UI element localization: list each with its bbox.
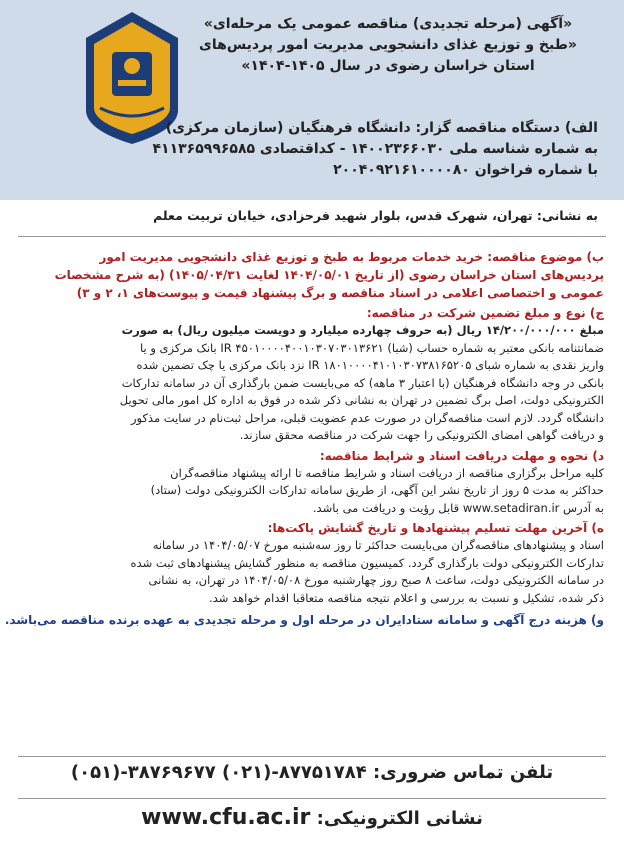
- organizer-address: به نشانی: تهران، شهرک قدس، بلوار شهید فرحزادی، خیابان تربیت معلم: [153, 208, 598, 223]
- web-label: نشانی الکترونیکی:: [316, 808, 483, 829]
- organizer-info: [98, 118, 598, 181]
- section-b-line: عمومی و اختصاصی اعلامی در اسناد مناقصه و برگ پیشنهاد قیمت و پیوست‌های ۱، ۲ و ۳): [76, 286, 604, 300]
- title-line-1: «آگهی (مرحله تجدیدی) مناقصه عمومی یک مرحله‌ای»: [203, 16, 573, 32]
- notice-body: [4, 248, 604, 629]
- section-c-line: ضمانتنامه بانکی معتبر به شماره حساب (شبا) IR ۴۵۰۱۰۰۰۰۴۰۰۱۰۳۰۷۰۳۰۱۳۶۲۱ بانک مرکزی و یا: [139, 340, 604, 355]
- web-url-link[interactable]: www.cfu.ac.ir: [141, 805, 311, 830]
- divider: [18, 756, 606, 757]
- cost-notice: و) هزینه درج آگهی و سامانه ستادایران در مرحله اول و مرحله تجدیدی به عهده برنده مناقصه می‌باشد.: [4, 613, 604, 627]
- section-c-line: الکترونیکی دولت، اصل برگ تضمین در تهران به نشانی ذکر شده در فوق به اداره کل امور مالی تحویل: [119, 393, 604, 407]
- section-b-heading: ب) موضوع مناقصه: خرید خدمات مربوط به طبخ و توزیع غذای دانشجویی مدیریت امور: [99, 250, 604, 264]
- contact-label: تلفن تماس ضروری:: [373, 762, 554, 783]
- section-c-line: بانکی در وجه دانشگاه فرهنگیان (با اعتبار ۳ ماهه) که می‌بایست ضمن بارگذاری آن در سامانه تدارکات: [121, 375, 604, 390]
- section-b-line: پردیس‌های استان خراسان رضوی (از تاریخ ۱۴۰۴/۰۵/۰۱ لغایت ۱۴۰۵/۰۴/۳۱) (به شرح مشخصات: [54, 268, 604, 282]
- org-line-1: الف) دستگاه مناقصه گزار: دانشگاه فرهنگیان (سازمان مرکزی): [165, 120, 598, 136]
- contact-numbers: ۸۷۷۵۱۷۸۴-(۰۲۱) ۳۸۷۶۹۶۷۷-(۰۵۱): [70, 762, 367, 783]
- section-d-line: کلیه مراحل برگزاری مناقصه از دریافت اسناد و شرایط مناقصه تا ارائه پیشنهاد مناقصه‌گران: [170, 465, 604, 480]
- section-d-line: حداکثر به مدت ۵ روز از تاریخ نشر این آگهی، از طریق سامانه تدارکات الکترونیکی دولت (ستاد): [150, 483, 604, 497]
- section-c-line: دانشگاه گردد. لازم است مناقصه‌گران در صورت عدم عضویت قبلی، مراحل ثبت‌نام در سایت مذکور: [130, 410, 604, 425]
- section-e-line: ذکر شده، تشکیل و نسبت به بررسی و اعلام نتیجه مناقصه متعاقبا اقدام خواهد شد.: [209, 590, 604, 605]
- logo-flame-icon: [124, 58, 140, 74]
- section-c-line: و دریافت گواهی امضای الکترونیکی را جهت شرکت در مناقصه محقق سازند.: [239, 428, 604, 442]
- contact-phone: [40, 762, 584, 783]
- section-c-line: مبلغ ۱۴/۲۰۰/۰۰۰/۰۰۰ ریال (به حروف چهارده میلیارد و دویست میلیون ریال) به صورت: [121, 323, 604, 337]
- org-line-2: به شماره شناسه ملی ۱۴۰۰۲۳۶۶۰۳۰ - کداقتصادی ۴۱۱۳۶۵۹۹۶۵۸۵: [152, 141, 598, 157]
- header-band: [0, 0, 624, 200]
- title-line-3: استان خراسان رضوی در سال ۱۴۰۵-۱۴۰۴»: [241, 58, 535, 74]
- section-d-heading: د) نحوه و مهلت دریافت اسناد و شرایط مناقصه:: [319, 448, 604, 463]
- section-e-line: در سامانه الکترونیکی دولت، ساعت ۸ صبح روز چهارشنبه مورخ ۱۴۰۴/۰۵/۰۸ در تهران، به نشانی: [148, 573, 604, 587]
- divider: [18, 798, 606, 799]
- org-line-3: با شماره فراخوان ۲۰۰۴۰۹۲۱۶۱۰۰۰۰۸۰: [333, 162, 598, 178]
- notice-title: [178, 14, 598, 77]
- section-c-heading: ج) نوع و مبلغ تضمین شرکت در مناقصه:: [366, 306, 604, 320]
- section-c-line: واریز نقدی به شماره شبای IR ۱۸۰۱۰۰۰۰۴۱۰۱۰۳۰۷۳۸۱۶۵۲۰۵ نزد بانک مرکزی یا چک تضمین شده: [136, 358, 604, 372]
- website: [40, 805, 584, 830]
- title-line-2: «طبخ و توزیع غذای دانشجویی مدیریت امور پردیس‌های: [199, 37, 577, 53]
- section-e-line: اسناد و پیشنهادهای مناقصه‌گران می‌بایست حداکثر تا روز سه‌شنبه مورخ ۱۴۰۴/۰۵/۰۷ در سامانه: [152, 538, 604, 552]
- section-d-line: به آدرس www.setadiran.ir قابل رؤیت و دریافت می باشد.: [312, 500, 604, 515]
- section-e-line: تدارکات الکترونیکی دولت بارگذاری گردد. کمیسیون مناقصه به منظور گشایش پیشنهادهای ثبت شده: [130, 555, 604, 570]
- section-e-heading: ه) آخرین مهلت تسلیم پیشنهادها و تاریخ گشایش پاکت‌ها:: [267, 521, 604, 535]
- divider: [18, 236, 606, 237]
